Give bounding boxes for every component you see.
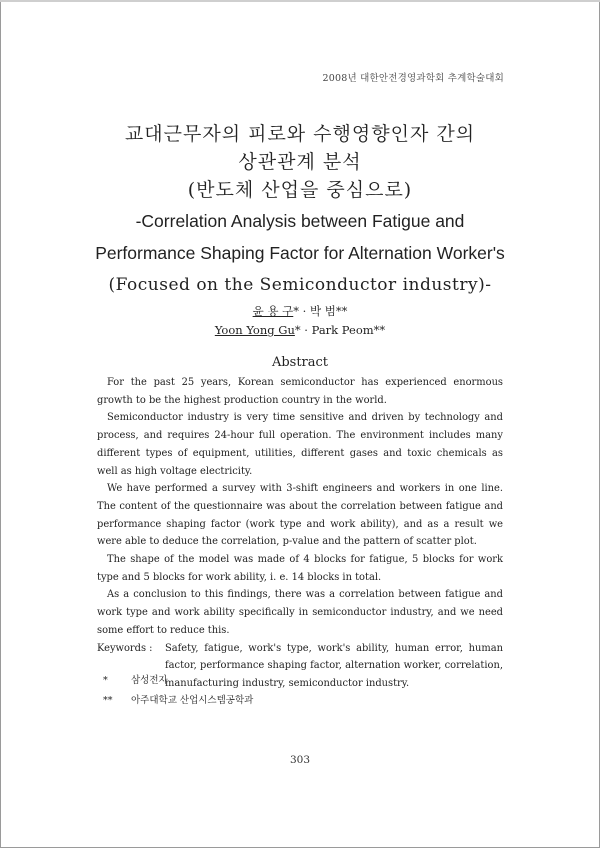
footnote-text: 아주대학교 산업시스템공학과 (131, 695, 254, 706)
abstract-paragraph: The shape of the model was made of 4 blocks for fatigue, 5 blocks for work type and 5 blocks for work ability, i. e. 14 blocks in total. (97, 554, 503, 583)
keywords-list: Safety, fatigue, work's type, work's ability, human error, human factor, performance shaping factor, alternation worker, correlation, manufacturing industry, semiconductor industry. (165, 642, 503, 689)
author-name: 박 범 (309, 304, 336, 318)
authors-korean (0, 302, 600, 321)
footnote (103, 671, 503, 691)
conference-header: 2008년 대한안전경영과학회 추계학술대회 (322, 73, 504, 84)
english-title-line: -Correlation Analysis between Fatigue and (135, 211, 465, 231)
abstract-paragraph: We have performed a survey with 3-shift engineers and workers in one line. The content of the questionnaire was about the correlation between fatigue and performance shaping factor (work type and work ability), and as a result we were able to deduce the correlation, p-value and the pattern of scatter plot. (97, 483, 503, 548)
author-name: 윤 용 구 (252, 304, 294, 318)
abstract-paragraph: Semiconductor industry is very time sensitive and driven by technology and process, and requires 24-hour full operation. The environment includes many different types of equipment, utilities, different gases and toxic chemicals as well as high voltage electricity. (97, 412, 503, 477)
footnotes (103, 671, 503, 711)
page-number: 303 (289, 754, 311, 766)
affiliation-mark: ** (373, 323, 386, 337)
author-separator: · (299, 304, 310, 318)
korean-subtitle-line: (반도체 산업을 중심으로) (187, 179, 413, 201)
title-block (60, 120, 540, 300)
keywords-label: Keywords : (97, 642, 153, 654)
affiliation-mark: * (294, 323, 301, 337)
korean-title-line: 상관관계 분석 (238, 151, 362, 173)
abstract-body (97, 374, 503, 693)
authors-block (0, 302, 600, 340)
affiliation-mark: * (293, 304, 300, 318)
footnote (103, 691, 503, 711)
affiliation-mark: ** (335, 304, 348, 318)
abstract-heading: Abstract (271, 355, 329, 370)
abstract-paragraph: As a conclusion to this findings, there was a correlation between fatigue and work type and work ability specifically in semiconductor industry, and we need some effort to reduce this. (97, 589, 503, 636)
english-title-line: Performance Shaping Factor for Alternation Worker's (95, 243, 505, 263)
english-subtitle-line: (Focused on the Semiconductor industry)- (108, 275, 492, 295)
author-separator: · (300, 323, 312, 337)
footnote-mark: * (103, 675, 108, 686)
author-name: Park Peom (311, 323, 374, 337)
top-rule (0, 0, 600, 2)
footnote-mark: ** (103, 695, 113, 706)
abstract-paragraph: For the past 25 years, Korean semiconductor has experienced enormous growth to be the highest production country in the world. (97, 377, 503, 406)
author-name: Yoon Yong Gu (214, 323, 295, 337)
authors-english (0, 321, 600, 340)
korean-title-line: 교대근무자의 피로와 수행영향인자 간의 (124, 123, 476, 145)
footnote-text: 삼성전자 (131, 675, 168, 686)
